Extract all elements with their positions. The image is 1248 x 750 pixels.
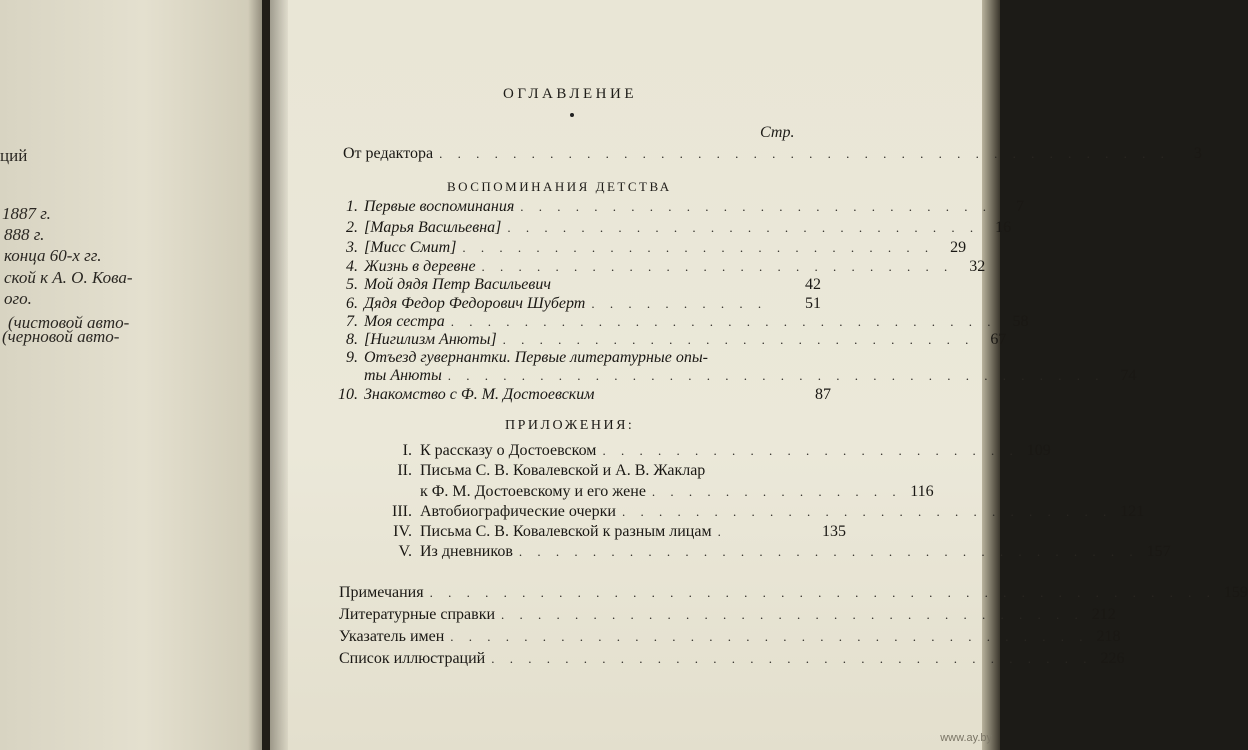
toc-row-back[interactable] (339, 628, 1121, 650)
toc-entry-page: 16 (995, 219, 1012, 236)
toc-entry-title: Письма С. В. Ковалевской и А. В. Жаклар (420, 462, 706, 479)
ornament-dot (570, 113, 574, 117)
toc-entry-page: 212 (1091, 606, 1116, 623)
toc-entry-title-cont: ты Анюты (364, 367, 442, 384)
toc-entry-title: Письма С. В. Ковалевской к разным лицам (420, 523, 712, 540)
left-text-line: ого. (4, 289, 32, 308)
toc-title: ОГЛАВЛЕНИЕ (503, 86, 637, 102)
toc-entry-page: 58 (1012, 313, 1029, 330)
toc-entry-title: Знакомство с Ф. М. Достоевским (364, 386, 595, 403)
toc-entry-title: [Нигилизм Анюты] (364, 331, 497, 348)
toc-entry-title: Примечания (339, 584, 424, 601)
chapter-number: 7. (346, 313, 358, 330)
dot-leader: . . . . . . . . . . . . . . . . . . . . . . . . . . (520, 199, 993, 214)
dot-leader: . (717, 524, 727, 539)
toc-row-chapter[interactable] (334, 198, 1025, 220)
toc-entry-page: 29 (950, 239, 967, 256)
toc-entry-title: Литературные справки (339, 606, 496, 623)
dot-leader: . . . . . . . . . . . . . . . . . . . . . . . . . . . . . . (450, 314, 997, 329)
chapter-number: 1. (346, 198, 358, 215)
dot-leader: . . . . . . . . . . . . . . . . . . . . . . . . . . . . . . . . . . (518, 544, 1139, 559)
toc-row-appendix[interactable] (378, 543, 1171, 565)
toc-entry-title: [Марья Васильевна] (364, 219, 502, 236)
toc-entry-title: К рассказу о Достоевском (420, 442, 597, 459)
toc-entry-title: Мой дядя Петр Васильевич (364, 276, 551, 293)
toc-entry-page: 67 (990, 331, 1007, 348)
left-text-line: ций (0, 146, 28, 165)
toc-entry-title: Указатель имен (339, 628, 445, 645)
toc-entry-page: 226 (1100, 650, 1125, 667)
chapter-number: 10. (338, 386, 358, 403)
dot-leader: . . . . . . . . . . . . . . . . . . . . . . . . . . . (621, 504, 1113, 519)
toc-row-appendix[interactable] (378, 442, 1051, 464)
left-text-line: 888 г. (4, 225, 45, 244)
toc-row-back[interactable] (339, 650, 1125, 672)
toc-entry-title: Дядя Федор Федорович Шуберт (364, 295, 586, 312)
toc-entry-title: [Мисс Смит] (364, 239, 457, 256)
toc-entry-title: Моя сестра (364, 313, 445, 330)
left-text-line: 1887 г. (2, 204, 51, 223)
appendix-number: II. (397, 462, 412, 479)
toc-entry-page: 159 (1223, 584, 1248, 601)
section-heading: ВОСПОМИНАНИЯ ДЕТСТВА (447, 179, 672, 194)
book-gutter (248, 0, 288, 750)
toc-entry-page: 42 (805, 276, 821, 293)
dot-leader: . . . . . . . . . . . . . . . . . . . . . . . . . . . . . . . . . . . . . . . . (439, 146, 1170, 161)
chapter-number: 3. (346, 239, 358, 256)
dot-leader: . . . . . . . . . . . . . . . . . . . . . . . . . . (502, 332, 975, 347)
toc-entry-page: 135 (822, 523, 846, 540)
dot-leader: . . . . . . . . . . . . . . . . . . . . . . . . . . (481, 259, 954, 274)
toc-row-chapter[interactable] (334, 386, 831, 408)
chapter-number: 5. (346, 276, 358, 293)
toc-entry-page: 116 (910, 483, 934, 500)
left-text-line: (черновой авто- (2, 327, 120, 346)
left-page (0, 0, 262, 750)
toc-entry-page: 121 (1120, 503, 1145, 520)
dot-leader: . . . . . . . . . . . . . . (651, 484, 902, 499)
chapter-number: 4. (346, 258, 358, 275)
dot-leader: . . . . . . . . . . . . . . . . . . . . . . . . . . . . . . . . . . . . . . . . . . . (429, 585, 1216, 600)
left-text-line: конца 60-х гг. (4, 246, 102, 265)
dot-leader: . . . . . . . . . . . . . . . . . . . . . . . . . . (462, 240, 935, 255)
toc-row-appendix-cont[interactable] (420, 483, 934, 505)
dot-leader: . . . . . . . . . . . . . . . . . . . . . . . . . . . . . . . . . (491, 651, 1093, 666)
toc-entry-page: 3 (1193, 145, 1202, 162)
toc-row-appendix[interactable] (378, 462, 840, 484)
appendix-number: I. (402, 442, 412, 459)
toc-entry-page: 7 (1016, 198, 1025, 215)
dot-leader: . . . . . . . . . . . . . . . . . . . . . . . . . . . . . . . . . . . . (447, 368, 1105, 383)
toc-row-editor[interactable] (343, 145, 1202, 167)
chapter-number: 9. (346, 349, 358, 366)
toc-entry-page: 109 (1026, 442, 1051, 459)
chapter-number: 6. (346, 295, 358, 312)
dot-leader: . . . . . . . . . . . . . . . . . . . . . . . . . . (507, 220, 980, 235)
toc-entry-title: Первые воспоминания (364, 198, 515, 215)
toc-row-appendix[interactable] (378, 523, 846, 545)
left-text-line: (чистовой авто- (8, 313, 130, 332)
toc-entry-title: Отъезд гувернантки. Первые литературные опы- (364, 349, 708, 366)
toc-row-back[interactable] (339, 606, 1116, 628)
toc-entry-page: 51 (805, 295, 821, 312)
toc-row-chapter[interactable] (334, 219, 1012, 241)
page-column-label: Стр. (760, 124, 795, 141)
watermark: www.ay.by (940, 732, 992, 744)
section-heading: ПРИЛОЖЕНИЯ: (505, 418, 635, 433)
toc-entry-title: Список иллюстраций (339, 650, 486, 667)
appendix-number: III. (392, 503, 412, 520)
toc-entry-page: 87 (815, 386, 831, 403)
left-text-line: ской к А. О. Кова- (4, 268, 133, 287)
toc-row-back[interactable] (339, 584, 1248, 606)
toc-entry-page: 74 (1120, 367, 1137, 384)
appendix-number: V. (398, 543, 412, 560)
toc-entry-title: Жизнь в деревне (364, 258, 476, 275)
toc-entry-page: 218 (1096, 628, 1121, 645)
chapter-number: 8. (346, 331, 358, 348)
toc-entry-page: 32 (969, 258, 986, 275)
toc-entry-title-cont: к Ф. М. Достоевскому и его жене (420, 483, 646, 500)
chapter-number: 2. (346, 219, 358, 236)
dot-leader: . . . . . . . . . . . . . . . . . . . . . . . (602, 443, 1019, 458)
dot-leader: . . . . . . . . . . . . . . . . . . . . . . . . . . . . . . . . (501, 607, 1084, 622)
dot-leader: . . . . . . . . . . . . . . . . . . . . . . . . . . . . . . . . . . . (450, 629, 1089, 644)
dot-leader: . . . . . . . . . . (591, 296, 768, 311)
toc-entry-title: От редактора (343, 145, 434, 162)
toc-entry-page: 157 (1146, 543, 1171, 560)
appendix-number: IV. (393, 523, 412, 540)
toc-entry-title: Автобиографические очерки (420, 503, 616, 520)
toc-entry-title: Из дневников (420, 543, 513, 560)
toc-row-appendix[interactable] (378, 503, 1145, 525)
